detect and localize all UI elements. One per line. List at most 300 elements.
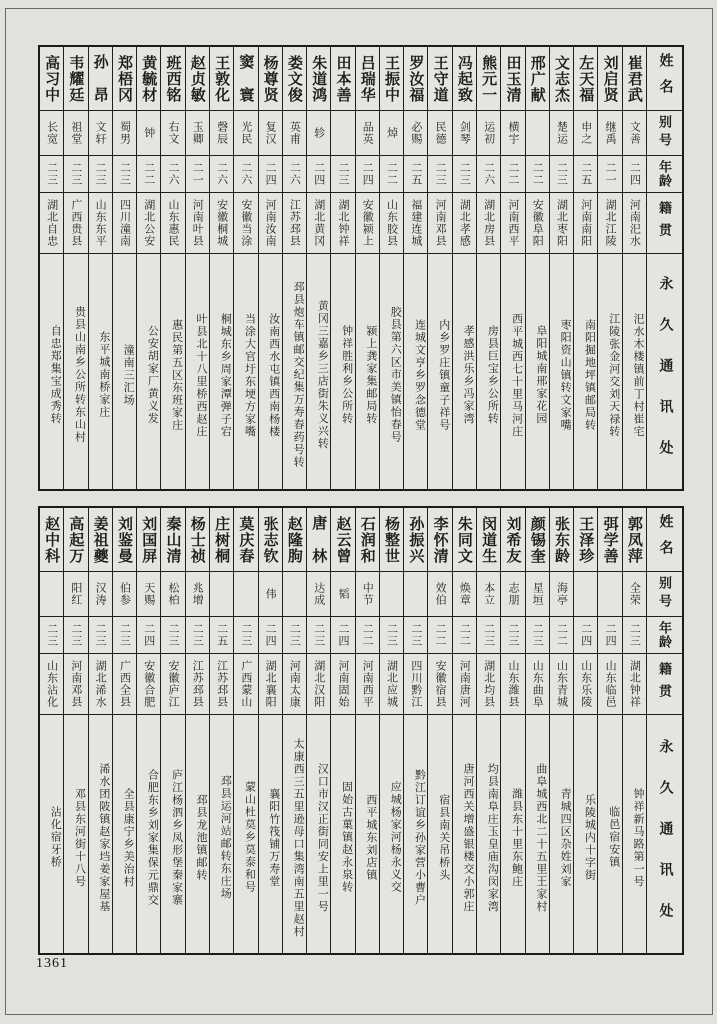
person-native-place: 安徽合肥 (137, 654, 160, 715)
person-native-place: 湖北应城 (380, 654, 403, 715)
person-column (330, 508, 354, 953)
person-alias: 英甫 (283, 111, 306, 156)
person-native-place: 河南邓县 (428, 193, 451, 254)
person-column (209, 508, 233, 953)
person-alias: 兆增 (186, 572, 209, 617)
person-age: 二四 (259, 156, 282, 193)
person-address: 贵县山南乡公所转东山村 (73, 306, 86, 444)
person-address: 应城杨家河杨永义交 (389, 781, 402, 894)
person-column (258, 508, 282, 953)
person-alias (40, 572, 63, 617)
person-alias: 右文 (161, 111, 184, 156)
person-address: 汝南西水屯镇西南杨楼 (267, 312, 280, 438)
person-age: 二四 (307, 156, 330, 193)
person-age: 二四 (623, 156, 646, 193)
person-column (476, 508, 500, 953)
person-address: 孝感洪乐乡冯家湾 (462, 325, 475, 425)
person-address: 当涂大官圩东埂方家嘴 (243, 312, 256, 438)
person-name: 郑梧冈 (113, 47, 136, 111)
person-address: 连城文亨乡罗念德堂 (413, 318, 426, 432)
person-column (63, 47, 87, 489)
person-native-place: 湖北浠水 (89, 654, 112, 715)
person-name: 张志钦 (259, 508, 282, 572)
person-native-place: 河南唐河 (453, 654, 476, 715)
person-column (622, 508, 646, 953)
person-column (306, 508, 330, 953)
person-name: 秦山清 (161, 508, 184, 572)
person-column (233, 508, 257, 953)
person-age: 二三 (428, 156, 451, 193)
person-age: 二二 (137, 156, 160, 193)
person-alias: 志朋 (501, 572, 524, 617)
person-name: 娄文俊 (283, 47, 306, 111)
person-column (549, 508, 573, 953)
person-name: 杨尊贤 (259, 47, 282, 111)
person-name: 朱同文 (453, 508, 476, 572)
person-name: 赵贞敏 (186, 47, 209, 111)
person-age: 二三 (40, 617, 63, 654)
person-address: 唐河西关增盛银楼交小郭庄 (462, 762, 475, 913)
person-name: 窦 寰 (234, 47, 257, 111)
person-native-place: 河南固始 (331, 654, 354, 715)
person-age: 二三 (501, 617, 524, 654)
person-column (355, 47, 379, 489)
person-name: 弭学善 (598, 508, 621, 572)
person-age: 二六 (161, 156, 184, 193)
person-alias: 玉卿 (186, 111, 209, 156)
person-alias: 伯参 (113, 572, 136, 617)
person-column (525, 47, 549, 489)
person-native-place: 河南西平 (501, 193, 524, 254)
person-alias: 阳红 (64, 572, 87, 617)
person-name: 孙 昂 (89, 47, 112, 111)
person-age: 二四 (331, 617, 354, 654)
header-name: 姓名 (647, 508, 682, 572)
person-column (379, 47, 403, 489)
person-age: 二六 (283, 156, 306, 193)
person-alias: 焕章 (453, 572, 476, 617)
person-native-place: 山东青城 (550, 654, 573, 715)
person-alias: 焯 (380, 111, 403, 156)
person-native-place: 安徽阜阳 (526, 193, 549, 254)
person-age: 二五 (210, 617, 233, 654)
person-alias: 祖堂 (64, 111, 87, 156)
person-address: 黔江订谊乡孙家营小曹户 (413, 768, 426, 907)
person-name: 韦耀廷 (64, 47, 87, 111)
person-alias (526, 111, 549, 156)
person-age: 二二 (550, 617, 573, 654)
person-column (500, 47, 524, 489)
person-alias: 楚运 (550, 111, 573, 156)
person-name: 郭凤萍 (623, 508, 646, 572)
registry-table-top (38, 45, 684, 491)
person-column (525, 508, 549, 953)
person-alias (210, 572, 233, 617)
person-address: 南阳掘地坪镇邮局转 (583, 318, 596, 432)
header-age: 年龄 (647, 617, 682, 654)
person-native-place: 河南叶县 (186, 193, 209, 254)
person-column (573, 508, 597, 953)
person-native-place: 江苏邳县 (210, 654, 233, 715)
person-address: 固始古菓镇赵永泉转 (340, 781, 353, 894)
header-native-place: 籍贯 (647, 654, 682, 715)
person-alias: 星垣 (526, 572, 549, 617)
person-address: 黄冈三嘉乡三店街朱义兴转 (316, 300, 329, 450)
person-age: 二三 (331, 156, 354, 193)
person-age: 二三 (453, 156, 476, 193)
person-name: 姜祖夔 (89, 508, 112, 572)
person-address: 枣阳资山镇转文家嘴 (559, 318, 572, 432)
person-column (476, 47, 500, 489)
person-native-place: 山东东平 (89, 193, 112, 254)
person-column (452, 508, 476, 953)
person-column (427, 47, 451, 489)
header-address: 永久通讯处 (657, 738, 673, 944)
person-age: 二三 (40, 156, 63, 193)
person-column (379, 508, 403, 953)
person-alias (404, 572, 427, 617)
person-name: 高起万 (64, 508, 87, 572)
person-age: 二二 (380, 156, 403, 193)
person-address: 邳县运河站邮转东庄场 (219, 775, 232, 900)
person-name: 朱道鸿 (307, 47, 330, 111)
person-alias: 本立 (477, 572, 500, 617)
person-address: 叶县北十八里桥西赵庄 (194, 312, 207, 438)
person-name: 田本善 (331, 47, 354, 111)
person-name: 崔君武 (623, 47, 646, 111)
person-alias (598, 572, 621, 617)
person-alias (574, 572, 597, 617)
person-alias: 轸 (307, 111, 330, 156)
person-column (452, 47, 476, 489)
person-address: 太康西三五里逊母口集湾南五里赵村 (292, 737, 305, 938)
person-address: 胶县第六区市美镇怡春号 (389, 306, 402, 444)
person-native-place: 湖北钟祥 (623, 654, 646, 715)
person-native-place: 江苏邳县 (186, 654, 209, 715)
person-age: 二三 (404, 617, 427, 654)
person-address: 桐城东乡周家潭弹子宕 (219, 312, 232, 438)
person-address: 房县巨宝乡公所转 (486, 325, 499, 425)
person-alias: 文轩 (89, 111, 112, 156)
person-native-place: 湖北黄冈 (307, 193, 330, 254)
person-name: 黄毓材 (137, 47, 160, 111)
person-address: 沾化宿牙桥 (49, 806, 62, 869)
person-alias (331, 111, 354, 156)
person-native-place: 山东临邑 (598, 654, 621, 715)
person-alias (380, 572, 403, 617)
person-name: 王泽珍 (574, 508, 597, 572)
person-column (622, 47, 646, 489)
person-column (185, 47, 209, 489)
person-age: 二三 (89, 156, 112, 193)
person-native-place: 湖北房县 (477, 193, 500, 254)
person-native-place: 四川潼南 (113, 193, 136, 254)
person-native-place: 河南汝南 (259, 193, 282, 254)
person-age: 二三 (234, 617, 257, 654)
person-native-place: 河南西平 (356, 654, 379, 715)
person-age: 二五 (574, 156, 597, 193)
person-address: 青城四区杂姓刘家 (559, 787, 572, 888)
person-address: 均县南阜庄玉皇庙沟闵家湾 (486, 762, 499, 913)
person-age: 二三 (89, 617, 112, 654)
person-native-place: 河南邓县 (64, 654, 87, 715)
person-alias: 剑琴 (453, 111, 476, 156)
person-age: 二三 (113, 617, 136, 654)
person-column (112, 508, 136, 953)
person-address: 邳县龙池镇邮转 (194, 793, 207, 882)
person-name: 赵中科 (40, 508, 63, 572)
person-name: 石润和 (356, 508, 379, 572)
person-name: 杨士祯 (186, 508, 209, 572)
person-address: 钟祥胜利乡公所转 (340, 325, 353, 425)
person-age: 二五 (404, 156, 427, 193)
person-age: 二六 (210, 156, 233, 193)
person-name: 孙振兴 (404, 508, 427, 572)
person-age: 二三 (380, 617, 403, 654)
person-native-place: 江苏邳县 (283, 193, 306, 254)
person-alias: 钟 (137, 111, 160, 156)
person-age: 二三 (283, 617, 306, 654)
person-column (136, 47, 160, 489)
person-age: 二二 (356, 617, 379, 654)
person-age: 二三 (161, 617, 184, 654)
person-native-place: 安徽庐江 (161, 654, 184, 715)
header-native-place: 籍贯 (647, 193, 682, 254)
person-column (185, 508, 209, 953)
person-column (282, 47, 306, 489)
header-address: 永久通讯处 (657, 276, 673, 481)
person-native-place: 湖北自忠 (40, 193, 63, 254)
person-column (330, 47, 354, 489)
person-native-place: 四川黔江 (404, 654, 427, 715)
person-native-place: 山东惠民 (161, 193, 184, 254)
person-name: 赵云曾 (331, 508, 354, 572)
person-column (597, 47, 621, 489)
person-address: 邳县炮车镇邮交纪集万寿春药号转 (292, 281, 305, 469)
person-native-place: 福建连城 (404, 193, 427, 254)
person-name: 庄树桐 (210, 508, 233, 572)
header-name: 姓名 (647, 47, 682, 111)
person-native-place: 广西全县 (113, 654, 136, 715)
person-alias: 汉涛 (89, 572, 112, 617)
person-native-place: 广西贵县 (64, 193, 87, 254)
person-native-place: 湖北孝感 (453, 193, 476, 254)
person-native-place: 湖北襄阳 (259, 654, 282, 715)
person-column (597, 508, 621, 953)
person-name: 刘鉴曼 (113, 508, 136, 572)
person-native-place: 湖北均县 (477, 654, 500, 715)
person-alias: 伟 (259, 572, 282, 617)
person-name: 王振中 (380, 47, 403, 111)
person-name: 刘希友 (501, 508, 524, 572)
person-name: 赵隆朐 (283, 508, 306, 572)
person-address: 曲阜城西北二十五里王家村 (534, 762, 547, 913)
person-native-place: 安徽宿县 (428, 654, 451, 715)
person-native-place: 湖北江陵 (598, 193, 621, 254)
person-name: 闵道生 (477, 508, 500, 572)
person-address: 钟祥新马路第一号 (632, 787, 644, 888)
person-address: 西平城西七十里马河庄 (510, 312, 523, 438)
person-age: 二二 (526, 156, 549, 193)
person-age: 二三 (64, 617, 87, 654)
person-column (160, 47, 184, 489)
person-age: 二六 (234, 156, 257, 193)
header-age: 年龄 (647, 156, 682, 193)
person-address: 宿县南关吊桥头 (437, 793, 450, 882)
person-alias: 海亭 (550, 572, 573, 617)
person-native-place: 湖北钟祥 (331, 193, 354, 254)
person-address: 颍上龚家集邮局转 (364, 325, 377, 425)
person-address: 汉口市汉正街同安上里一号 (316, 762, 329, 913)
person-name: 邢广献 (526, 47, 549, 111)
person-alias: 民德 (428, 111, 451, 156)
table-header-column (646, 508, 682, 953)
person-age: 二三 (307, 617, 330, 654)
person-age: 二三 (64, 156, 87, 193)
page-number: 1361 (36, 956, 68, 971)
person-name: 文志杰 (550, 47, 573, 111)
person-name: 刘启贤 (598, 47, 621, 111)
person-alias: 达成 (307, 572, 330, 617)
person-native-place: 安徽桐城 (210, 193, 233, 254)
person-age: 二三 (550, 156, 573, 193)
person-name: 王敦化 (210, 47, 233, 111)
person-name: 颜锡奎 (526, 508, 549, 572)
person-alias: 复汉 (259, 111, 282, 156)
person-native-place: 广西蒙山 (234, 654, 257, 715)
person-address: 邓县东河街十八号 (73, 787, 86, 888)
person-address: 江陵张金河交刘天禄转 (607, 312, 620, 438)
person-column (258, 47, 282, 489)
person-alias (234, 572, 257, 617)
person-address: 潼南三汇场 (122, 343, 135, 407)
person-age: 二二 (501, 156, 524, 193)
person-column (40, 508, 63, 953)
person-address: 蒙山杜莫乡莫泰和号 (243, 781, 256, 894)
header-alias: 别号 (647, 111, 682, 156)
person-alias: 蜀男 (113, 111, 136, 156)
person-address: 东平城南桥家庄 (97, 331, 110, 419)
person-column (233, 47, 257, 489)
person-name: 熊元一 (477, 47, 500, 111)
person-age: 二六 (477, 156, 500, 193)
person-alias: 运初 (477, 111, 500, 156)
person-alias: 中节 (356, 572, 379, 617)
person-name: 罗汝福 (404, 47, 427, 111)
person-age: 二三 (623, 617, 646, 654)
registry-table-bottom (38, 506, 684, 955)
person-column (427, 508, 451, 953)
person-column (209, 47, 233, 489)
person-native-place: 湖北汉阳 (307, 654, 330, 715)
person-alias (283, 572, 306, 617)
person-age: 二三 (186, 617, 209, 654)
person-address: 临邑宿安镇 (607, 806, 620, 869)
person-alias: 全荣 (623, 572, 646, 617)
person-name: 田玉清 (501, 47, 524, 111)
person-column (282, 508, 306, 953)
person-column (403, 47, 427, 489)
person-age: 二二 (453, 617, 476, 654)
person-alias: 必赐 (404, 111, 427, 156)
header-alias: 别号 (647, 572, 682, 617)
person-name: 高习中 (40, 47, 63, 111)
person-native-place: 安徽颍上 (356, 193, 379, 254)
person-address: 西平城东刘店镇 (364, 793, 377, 882)
person-name: 吕瑞华 (356, 47, 379, 111)
person-address: 浠水团陂镇赵家垱姜家屋基 (97, 762, 110, 913)
person-age: 二四 (598, 617, 621, 654)
person-address: 自忠郑集宝成秀转 (49, 325, 62, 425)
person-name: 冯起致 (453, 47, 476, 111)
person-address: 公安胡家厂黄义发 (146, 325, 159, 425)
person-column (355, 508, 379, 953)
person-address: 内乡罗庄镇童子祥号 (437, 318, 450, 432)
person-column (306, 47, 330, 489)
person-column (88, 508, 112, 953)
person-native-place: 安徽当涂 (234, 193, 257, 254)
person-address: 惠民第五区东班家庄 (170, 318, 183, 432)
person-alias: 松柏 (161, 572, 184, 617)
person-native-place: 河南汜水 (623, 193, 646, 254)
person-name: 班西铭 (161, 47, 184, 111)
person-age: 二一 (186, 156, 209, 193)
person-address: 合肥东乡刘家集保元鼎交 (146, 768, 159, 907)
person-age: 二一 (598, 156, 621, 193)
person-age: 二三 (477, 617, 500, 654)
person-alias: 横宇 (501, 111, 524, 156)
person-name: 刘国屏 (137, 508, 160, 572)
table-header-column (646, 47, 682, 489)
person-column (573, 47, 597, 489)
person-alias: 品英 (356, 111, 379, 156)
person-column (112, 47, 136, 489)
person-age: 二二 (428, 617, 451, 654)
person-name: 左天福 (574, 47, 597, 111)
person-alias: 天赐 (137, 572, 160, 617)
person-native-place: 山东曲阜 (526, 654, 549, 715)
person-native-place: 河南太康 (283, 654, 306, 715)
person-native-place: 山东潍县 (501, 654, 524, 715)
person-column (403, 508, 427, 953)
person-age: 二三 (113, 156, 136, 193)
person-native-place: 山东胶县 (380, 193, 403, 254)
person-column (40, 47, 63, 489)
person-address: 襄阳竹筏铺万寿堂 (267, 787, 280, 888)
person-native-place: 山东沾化 (40, 654, 63, 715)
person-age: 二四 (574, 617, 597, 654)
person-address: 乐陵城内十字街 (583, 793, 596, 882)
person-alias: 文善 (623, 111, 646, 156)
person-address: 阜阳城南邢家花园 (534, 325, 547, 425)
person-name: 莫庆春 (234, 508, 257, 572)
person-alias: 继禹 (598, 111, 621, 156)
person-native-place: 湖北公安 (137, 193, 160, 254)
person-alias: 长宽 (40, 111, 63, 156)
person-column (500, 508, 524, 953)
person-name: 唐 林 (307, 508, 330, 572)
person-column (88, 47, 112, 489)
person-name: 张东龄 (550, 508, 573, 572)
person-age: 二三 (526, 617, 549, 654)
person-alias: 光民 (234, 111, 257, 156)
person-column (63, 508, 87, 953)
person-column (160, 508, 184, 953)
person-address: 全县康宁乡美治村 (122, 787, 135, 888)
person-native-place: 山东乐陵 (574, 654, 597, 715)
person-column (549, 47, 573, 489)
person-column (136, 508, 160, 953)
